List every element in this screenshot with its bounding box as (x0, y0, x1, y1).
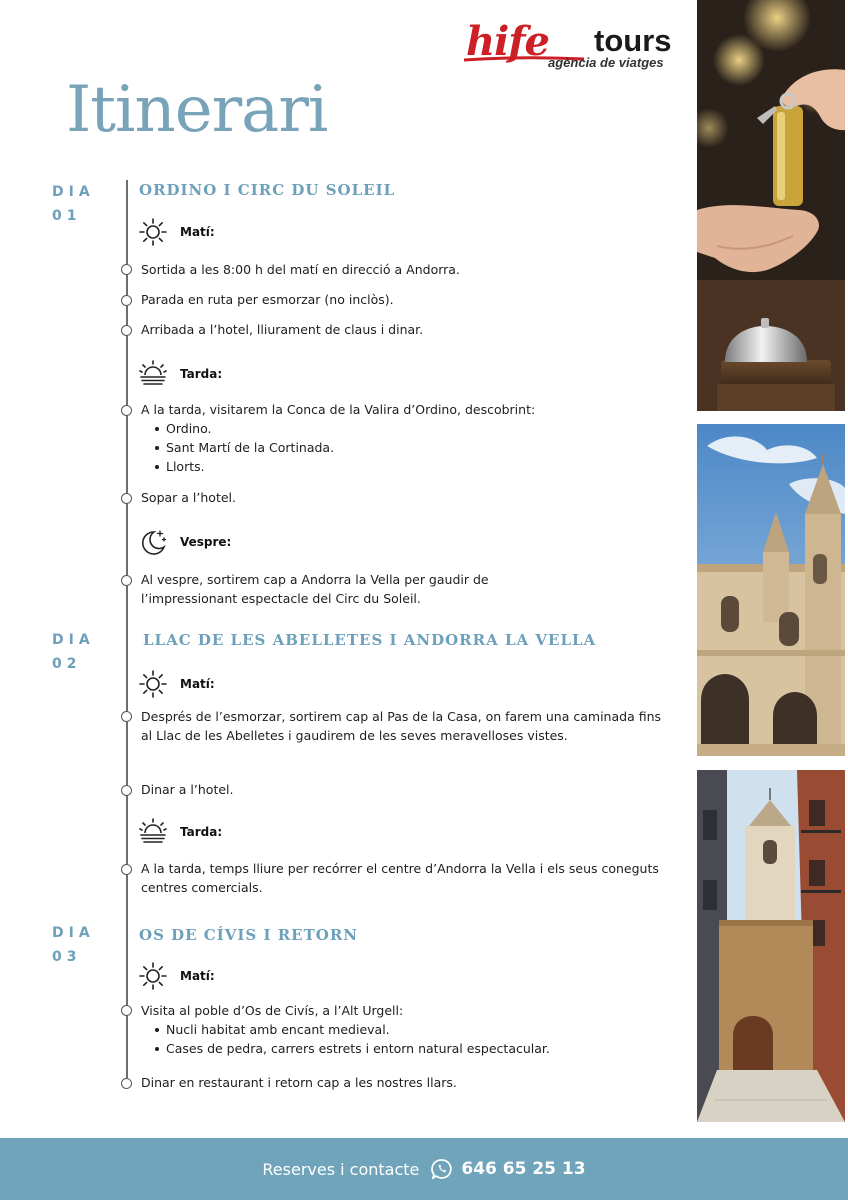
period-label: Tarda: (180, 367, 223, 381)
period-label: Tarda: (180, 825, 223, 839)
brand-name-secondary: tours (594, 23, 672, 58)
item-text: A la tarda, visitarem la Conca de la Valira d’Ordino, descobrint: (141, 402, 536, 417)
timeline-dot (121, 493, 132, 504)
timeline-dot (121, 1005, 132, 1016)
day-label (52, 628, 95, 676)
timeline-dot (121, 575, 132, 586)
day-number: 02 (52, 656, 82, 672)
timeline-line (126, 180, 128, 1086)
day-label (52, 180, 95, 228)
brand-tagline: agència de viatges (548, 55, 664, 70)
timeline-dot (121, 405, 132, 416)
itinerary-item (141, 320, 671, 339)
item-text: Després de l’esmorzar, sortirem cap al Pas de la Casa, on farem una caminada fins al Llac de les Abelletes i gaudirem de les seves meravelloses vistes. (141, 709, 662, 743)
timeline-dot (121, 785, 132, 796)
period-label: Vespre: (180, 535, 232, 549)
item-text: Sopar a l’hotel. (141, 490, 236, 505)
day-number: 03 (52, 949, 82, 965)
period-heading (138, 960, 215, 992)
sun-icon (138, 217, 168, 247)
item-bullet-list (155, 419, 671, 476)
day-label (52, 921, 95, 969)
sun-icon (138, 961, 168, 991)
period-label: Matí: (180, 969, 215, 983)
itinerary-item (141, 1073, 671, 1092)
period-heading (138, 816, 222, 848)
day-label-word: DIA (52, 632, 95, 648)
itinerary-item (141, 780, 671, 799)
sunset-icon (138, 817, 168, 847)
item-text: A la tarda, temps lliure per recórrer el centre d’Andorra la Vella i els seus coneguts centres comercials. (141, 861, 659, 895)
period-label: Matí: (180, 677, 215, 691)
period-heading (138, 526, 231, 558)
timeline-dot (121, 1078, 132, 1089)
whatsapp-icon (431, 1158, 453, 1180)
bullet-item: Sant Martí de la Cortinada. (155, 438, 671, 457)
day-heading: LLAC DE LES ABELLETES I ANDORRA LA VELLA (143, 631, 597, 649)
item-text: Sortida a les 8:00 h del matí en direcció a Andorra. (141, 262, 460, 277)
page-title: Itinerari (66, 73, 328, 147)
itinerary-item (141, 859, 661, 897)
sunset-icon (138, 359, 168, 389)
bullet-item: Ordino. (155, 419, 671, 438)
itinerary-item (141, 707, 661, 745)
itinerary-item (141, 290, 671, 309)
footer-label: Reserves i contacte (262, 1159, 420, 1179)
item-bullet-list (155, 1020, 671, 1058)
timeline-dot (121, 711, 132, 722)
item-text: Arribada a l’hotel, lliurament de claus i dinar. (141, 322, 424, 337)
bullet-item: Cases de pedra, carrers estrets i entorn natural espectacular. (155, 1039, 671, 1058)
hotel-keys-photo (697, 0, 845, 411)
day-heading: OS DE CÍVIS I RETORN (139, 926, 358, 944)
item-text: Visita al poble d’Os de Civís, a l’Alt Urgell: (141, 1003, 404, 1018)
bullet-item: Nucli habitat amb encant medieval. (155, 1020, 671, 1039)
timeline-dot (121, 864, 132, 875)
period-heading (138, 358, 222, 390)
timeline-dot (121, 325, 132, 336)
bullet-item: Llorts. (155, 457, 671, 476)
day-label-word: DIA (52, 184, 95, 200)
item-text: Dinar en restaurant i retorn cap a les nostres llars. (141, 1075, 457, 1090)
sun-icon (138, 669, 168, 699)
item-text: Al vespre, sortirem cap a Andorra la Vella per gaudir de l’impressionant espectacle del Circ du Soleil. (141, 572, 489, 606)
timeline-dot (121, 295, 132, 306)
timeline-dot (121, 264, 132, 275)
period-label: Matí: (180, 225, 215, 239)
itinerary-item (141, 400, 671, 476)
village-street-photo (697, 770, 845, 1122)
day-number: 01 (52, 208, 82, 224)
moon-icon (138, 527, 168, 557)
brand-logo (462, 20, 682, 76)
contact-footer (0, 1138, 848, 1200)
itinerary-item (141, 570, 541, 608)
period-heading (138, 216, 215, 248)
itinerary-item (141, 260, 671, 279)
item-text: Parada en ruta per esmorzar (no inclòs). (141, 292, 394, 307)
church-photo (697, 424, 845, 756)
itinerary-item (141, 1001, 671, 1058)
item-text: Dinar a l’hotel. (141, 782, 234, 797)
footer-phone[interactable]: 646 65 25 13 (461, 1159, 586, 1179)
brand-name-primary: hife (466, 18, 549, 65)
day-heading: ORDINO I CIRC DU SOLEIL (139, 181, 396, 199)
day-label-word: DIA (52, 925, 95, 941)
itinerary-item (141, 488, 671, 507)
period-heading (138, 668, 215, 700)
